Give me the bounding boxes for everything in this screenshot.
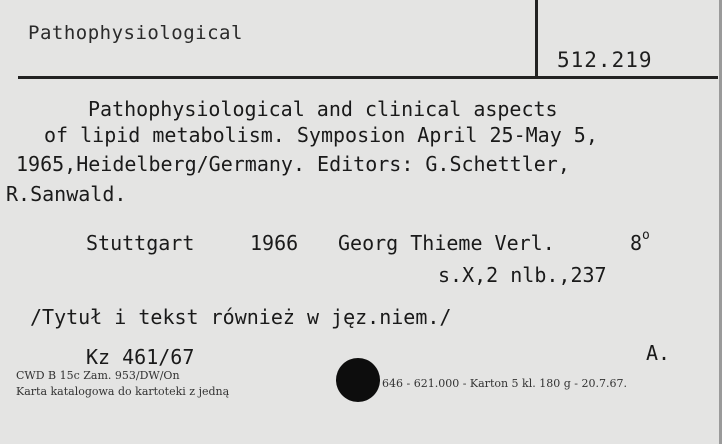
format — [630, 228, 650, 255]
header-divider-horizontal — [18, 76, 718, 79]
printer-line-3: 646 - 621.000 - Karton 5 kl. 180 g - 20.7.67. — [382, 377, 627, 390]
call-number: 512.219 — [557, 48, 653, 72]
header-divider-vertical — [535, 0, 538, 78]
title-line-3: 1965,Heidelberg/Germany. Editors: G.Schettler, — [16, 152, 570, 176]
imprint-year: 1966 — [250, 231, 299, 255]
format-value: 8 — [630, 231, 643, 255]
printer-line-1: CWD B 15c Zam. 953/DW/On — [16, 369, 180, 382]
language-note: /Tytuł i tekst również w jęz.niem./ — [30, 305, 452, 329]
printer-line-2: Karta katalogowa do kartoteki z jedną — [16, 385, 230, 398]
imprint-publisher: Georg Thieme Verl. — [338, 231, 555, 255]
pagination: s.X,2 nlb.,237 — [438, 263, 607, 287]
card-letter: A. — [646, 341, 671, 365]
imprint-place: Stuttgart — [86, 231, 195, 255]
title-line-4: R.Sanwald. — [6, 182, 127, 206]
punch-hole — [336, 358, 380, 402]
shelf-mark: Kz 461/67 — [86, 345, 195, 369]
title-line-2: of lipid metabolism. Symposion April 25-May 5, — [44, 123, 598, 147]
subject-heading: Pathophysiological — [28, 22, 243, 44]
title-line-1: Pathophysiological and clinical aspects — [88, 97, 558, 121]
format-superscript: o — [642, 228, 650, 243]
